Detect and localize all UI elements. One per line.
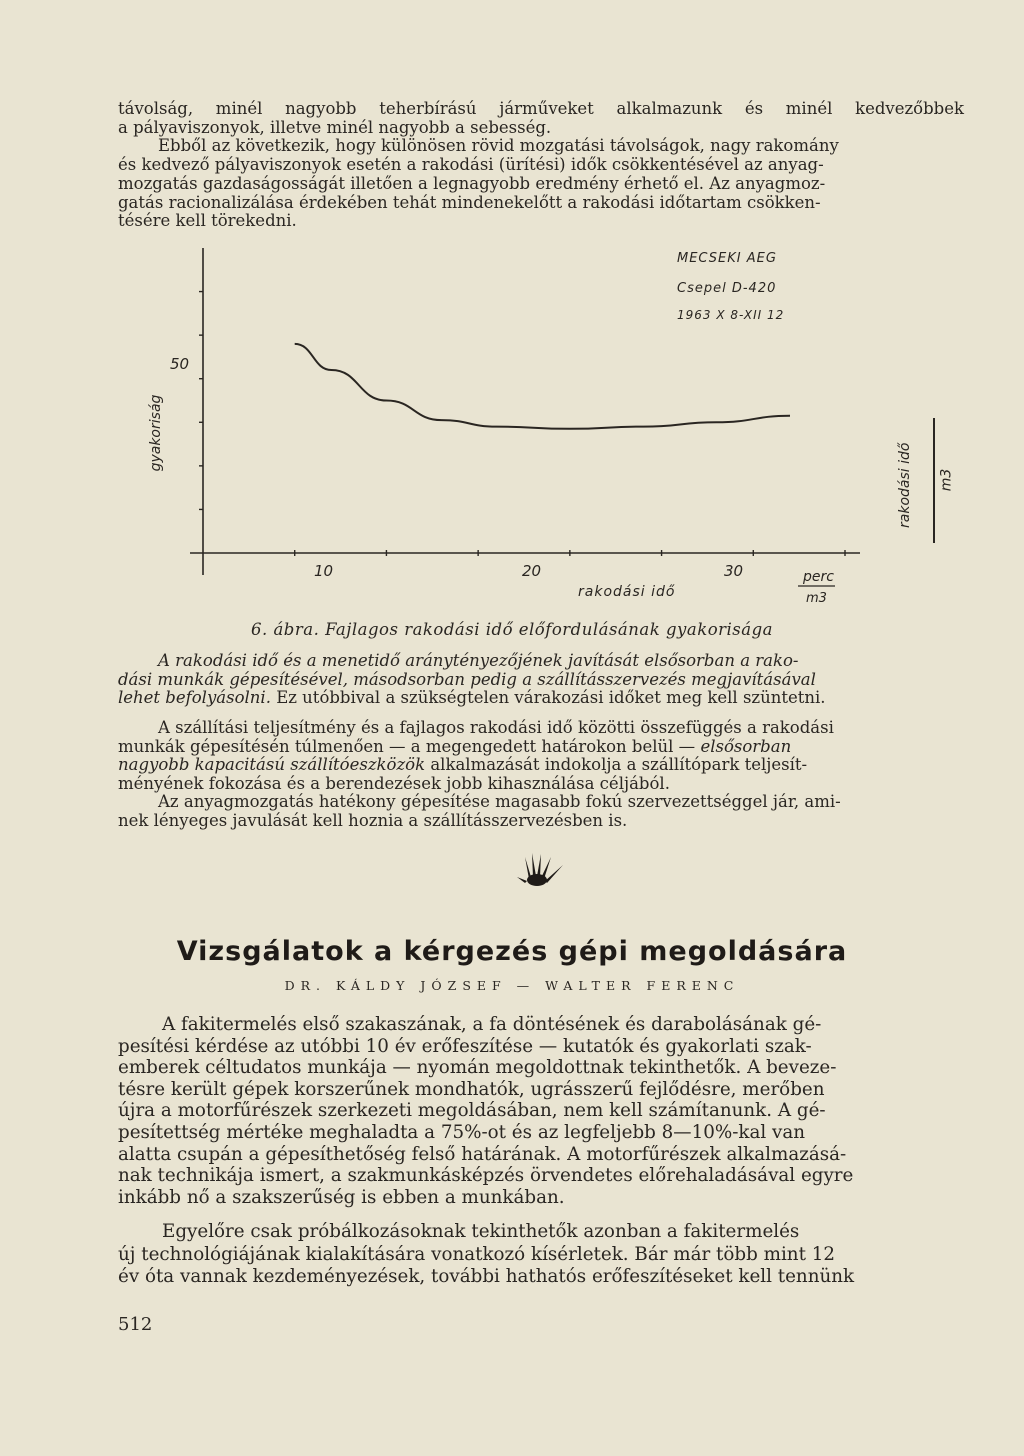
text-line: A szállítási teljesítmény és a fajlagos rakodási idő közötti összefüggés a rakodási [158, 718, 834, 737]
text-line: Az anyagmozgatás hatékony gépesítése magasabb fokú szervezettséggel jár, ami- [158, 792, 841, 811]
stamp-line-2: Csepel D-420 [677, 281, 777, 296]
x-unit-denominator: m3 [806, 591, 827, 606]
text-segment: alkalmazását indokolja a szállítópark teljesít- [430, 755, 808, 775]
frequency-curve [295, 344, 790, 429]
italic-segment: lehet befolyásolni. [118, 688, 271, 708]
page-number: 512 [118, 1314, 153, 1335]
text-line: dási munkák gépesítésével, másodsorban pedig a szállításszervezés megjavításával [118, 669, 816, 689]
article-paragraph-2 [118, 1221, 964, 1289]
teljesitmeny-paragraph [118, 719, 964, 794]
emphasis-segment: nagyobb kapacitású szállítóeszközök [118, 755, 426, 775]
right-axis-label: rakodási idő [897, 442, 913, 528]
figure-number: 6. ábra. [250, 620, 320, 639]
right-axis-label-group [895, 410, 955, 550]
x-axis-label: rakodási idő [578, 584, 676, 600]
text-line: új technológiájának kialakítására vonatkozó kísérletek. Bár már több mint 12 [118, 1243, 836, 1265]
text-line: pesítési kérdése az utóbbi 10 év erőfeszítése — kutatók és gyakorlati szak- [118, 1035, 812, 1057]
right-axis-unit: m3 [938, 468, 955, 492]
text-line: Ebből az következik, hogy különösen rövid mozgatási távolságok, nagy rakomány [158, 136, 839, 156]
text-line: alatta csupán a gépesíthetőség felső határának. A motorfűrészek alkalmazásá- [118, 1143, 847, 1165]
handwritten-stamp [677, 251, 784, 322]
stamp-line-3: 1963 X 8-XII 12 [677, 308, 785, 322]
text-line [118, 689, 964, 708]
text-line: ményének fokozása és a berendezések jobb kihasználása céljából. [118, 774, 670, 794]
x-tick-label-20: 20 [522, 562, 542, 580]
text-line: távolság, minél nagyobb teherbírású járműveket alkalmazunk és minél kedvezőbbek [118, 99, 964, 118]
text-line: nek lényeges javulását kell hoznia a szállításszervezésben is. [118, 810, 628, 830]
article-title: Vizsgálatok a kérgezés gépi megoldására [176, 936, 848, 967]
text-line: év óta vannak kezdeményezések, további hathatós erőfeszítéseket kell tennünk [118, 1266, 855, 1288]
frequency-chart [130, 240, 870, 620]
intro-paragraph [118, 100, 964, 231]
text-line: és kedvező pályaviszonyok esetén a rakodási (ürítési) idők csökkentésével az anyag- [118, 155, 824, 175]
text-line: a pályaviszonyok, illetve minél nagyobb a sebesség. [118, 117, 552, 137]
x-tick-label-30: 30 [724, 562, 744, 580]
text-segment: munkák gépesítésén túlmenően — a megengedett határokon belül — [118, 736, 696, 756]
emphasis-segment: elsősorban [700, 736, 792, 756]
text-line: nak technikája ismert, a szakmunkásképzés örvendetes előrehaladásával egyre [118, 1165, 854, 1187]
x-tick-label-10: 10 [314, 562, 334, 580]
text-line: újra a motorfűrészek szerkezeti megoldásában, nem kell számítanunk. A gé- [118, 1100, 826, 1122]
text-line: tésre került gépek korszerűnek mondhatók, ugrásszerű fejlődésre, merőben [118, 1078, 825, 1100]
decorative-ornament-icon [515, 851, 567, 889]
figure-title: Fajlagos rakodási idő előfordulásának gyakorisága [325, 620, 774, 639]
text-line: A fakitermelés első szakaszának, a fa döntésének és darabolásának gé- [162, 1014, 822, 1035]
y-tick-label-50: 50 [170, 355, 190, 373]
text-line: emberek céltudatos munkája — nyomán megoldottnak tekinthetők. A beveze- [118, 1057, 837, 1079]
text-line: inkább nő a szakszerűség is ebben a munkában. [118, 1186, 565, 1208]
y-axis-label: gyakoriság [148, 394, 164, 472]
chart-axes [190, 248, 870, 575]
text-line: Egyelőre csak próbálkozásoknak tekinthetők azonban a fakitermelés [162, 1221, 800, 1242]
stamp-line-1: MECSEKI AEG [677, 251, 777, 266]
gepesites-paragraph [118, 652, 964, 708]
upright-segment: Ez utóbbival a szükségtelen várakozási időket meg kell szüntetni. [270, 688, 826, 708]
article-paragraph-1 [118, 1014, 964, 1208]
text-line: mozgatás gazdaságosságát illetően a legnagyobb eredmény érhető el. Az anyagmoz- [118, 173, 826, 193]
text-line: gatás racionalizálása érdekében tehát mindenekelőtt a rakodási időtartam csökken- [118, 192, 821, 212]
szervezes-paragraph [118, 793, 964, 830]
text-line: tésére kell törekedni. [118, 211, 297, 231]
figure-caption [0, 620, 1024, 639]
right-axis-divider [933, 418, 935, 543]
text-line: pesítettség mértéke meghaladta a 75%-ot és az legfeljebb 8—10%-kal van [118, 1121, 806, 1143]
x-unit-numerator: perc [803, 569, 834, 585]
article-authors: DR. KÁLDY JÓZSEF — WALTER FERENC [284, 978, 740, 993]
text-line [118, 738, 964, 757]
text-line [118, 756, 964, 775]
text-line: A rakodási idő és a menetidő aránytényezőjének javítását elsősorban a rako- [158, 651, 799, 670]
